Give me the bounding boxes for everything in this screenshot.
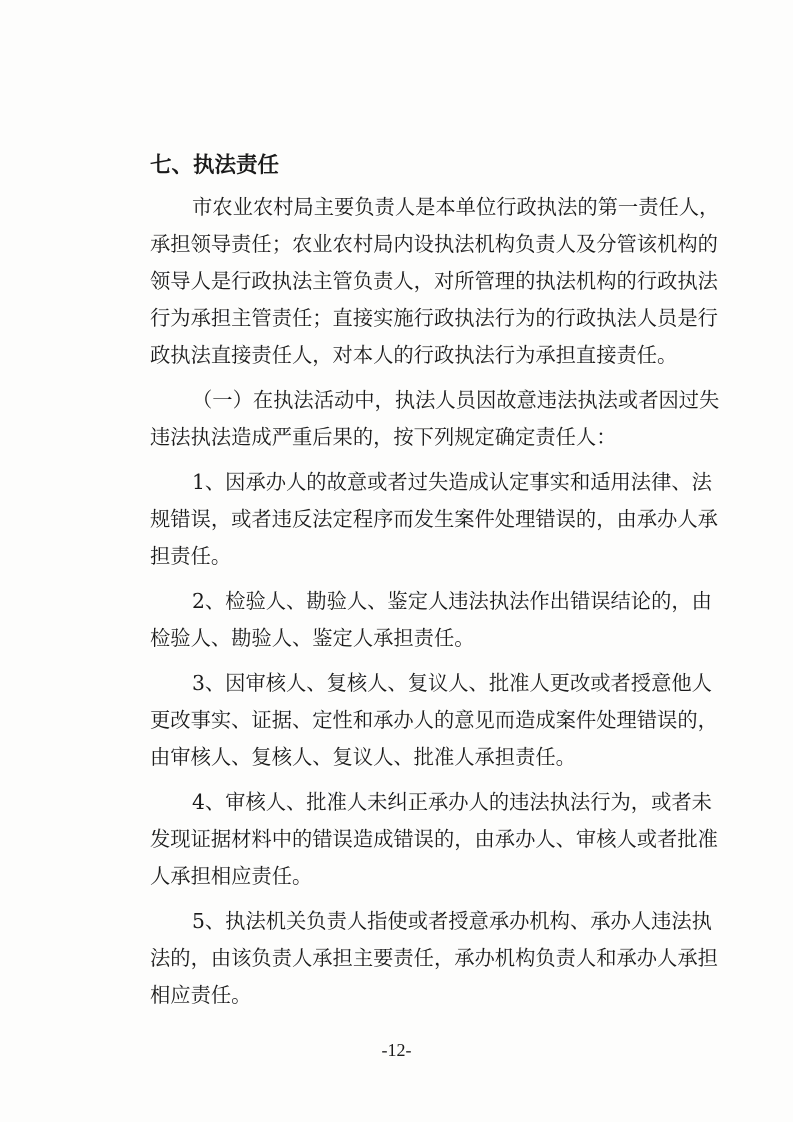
paragraph-line: 行为承担主管责任；直接实施行政执法行为的行政执法人员是行 (150, 306, 718, 330)
section-heading: 七、执法责任 (150, 153, 280, 178)
paragraph-item-5 (108, 903, 718, 1014)
paragraph-item-1 (108, 464, 718, 575)
paragraph-line: 由审核人、复核人、复议人、批准人承担责任。 (150, 745, 576, 769)
paragraph-line: 市农业农村局主要负责人是本单位行政执法的第一责任人， (192, 195, 720, 219)
paragraph-line: 相应责任。 (150, 983, 252, 1007)
page-content (108, 143, 720, 1014)
paragraph-line: 检验人、勘验人、鉴定人承担责任。 (150, 626, 475, 650)
paragraph-item-2 (108, 583, 712, 657)
paragraph-line: 2、检验人、勘验人、鉴定人违法执法作出错误结论的，由 (192, 589, 712, 613)
paragraph-line: 人承担相应责任。 (150, 864, 313, 888)
paragraph-responsibility (108, 189, 720, 374)
paragraph-line: 担责任。 (150, 544, 232, 568)
paragraph-clause-1 (108, 382, 720, 456)
paragraph-line: 法的，由该负责人承担主要责任，承办机构负责人和承办人承担 (150, 946, 718, 970)
paragraph-line: 3、因审核人、复核人、复议人、批准人更改或者授意他人 (192, 671, 712, 695)
paragraph-line: 1、因承办人的故意或者过失造成认定事实和适用法律、法 (192, 470, 712, 494)
paragraph-line: 领导人是行政执法主管负责人，对所管理的执法机构的行政执法 (150, 269, 718, 293)
paragraph-line: 规错误，或者违反法定程序而发生案件处理错误的，由承办人承 (150, 507, 718, 531)
paragraph-line: 5、执法机关负责人指使或者授意承办机构、承办人违法执 (192, 909, 712, 933)
paragraph-line: （一）在执法活动中，执法人员因故意违法执法或者因过失 (192, 388, 720, 412)
paragraph-line: 政执法直接责任人，对本人的行政执法行为承担直接责任。 (150, 343, 678, 367)
paragraph-line: 4、审核人、批准人未纠正承办人的违法执法行为，或者未 (192, 790, 712, 814)
paragraph-item-3 (108, 665, 718, 776)
paragraph-line: 承担领导责任；农业农村局内设执法机构负责人及分管该机构的 (150, 232, 718, 256)
paragraph-line: 违法执法造成严重后果的，按下列规定确定责任人： (150, 425, 617, 449)
paragraph-line: 发现证据材料中的错误造成错误的，由承办人、审核人或者批准 (150, 827, 718, 851)
paragraph-item-4 (108, 784, 718, 895)
paragraph-line: 更改事实、证据、定性和承办人的意见而造成案件处理错误的， (150, 708, 718, 732)
page-number: -12- (381, 1040, 412, 1060)
